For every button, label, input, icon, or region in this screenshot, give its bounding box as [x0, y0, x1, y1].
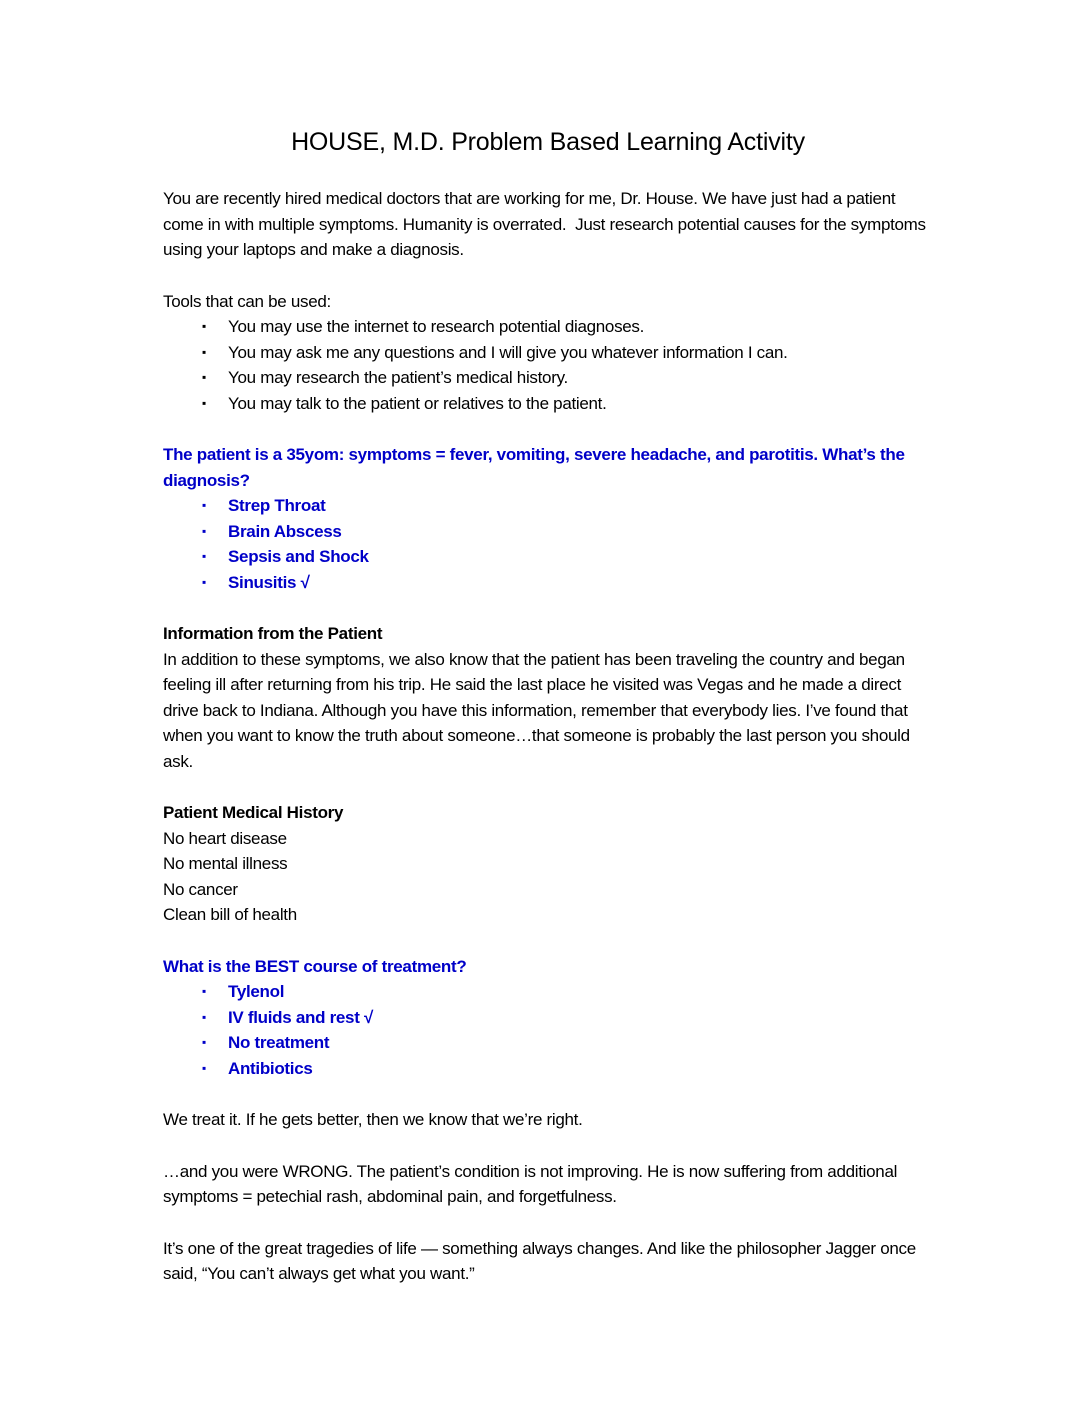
history-section — [163, 800, 933, 928]
diagnosis-question: The patient is a 35yom: symptoms = fever, vomiting, severe headache, and parotitis. What’s the diagnosis? — [163, 445, 910, 490]
list-item: ▪ You may talk to the patient or relatives to the patient. — [163, 391, 933, 417]
treatment-question: What is the BEST course of treatment? — [163, 956, 467, 976]
list-item: ▪ Sinusitis √ — [163, 570, 933, 596]
list-item: ▪ You may research the patient’s medical history. — [163, 365, 933, 391]
list-item: ▪ Sepsis and Shock — [163, 544, 933, 570]
page-title: HOUSE, M.D. Problem Based Learning Activity — [291, 128, 805, 156]
info-paragraph: In addition to these symptoms, we also know that the patient has been traveling the country and began feeling ill after returning from his trip. He said the last place he visited was Vegas and he made a direct drive back to Indiana. Although you have this information, remember that everybody lies. I’ve found that when you want to know the truth about someone…that someone is probably the last person you should ask. — [163, 649, 915, 771]
tools-heading: Tools that can be used: — [163, 291, 331, 311]
tools-list — [163, 314, 933, 416]
list-item: ▪ You may ask me any questions and I will give you whatever information I can. — [163, 340, 933, 366]
info-heading: Information from the Patient — [163, 624, 383, 643]
list-item: ▪ No treatment — [163, 1030, 933, 1056]
intro-paragraph: You are recently hired medical doctors that are working for me, Dr. House. We have just had a patient come in with multiple symptoms. Humanity is overrated. Just research potential causes for the symptoms using your laptops and make a diagnosis. — [163, 189, 931, 259]
history-heading: Patient Medical History — [163, 803, 344, 822]
list-item: ▪ You may use the internet to research potential diagnoses. — [163, 314, 933, 340]
history-item: No cancer — [163, 879, 238, 899]
history-item: Clean bill of health — [163, 905, 297, 924]
list-item: ▪ Antibiotics — [163, 1056, 933, 1082]
treatment-options-list — [163, 979, 933, 1081]
list-item: ▪ Strep Throat — [163, 493, 933, 519]
outcome-treat-paragraph: We treat it. If he gets better, then we know that we’re right. — [163, 1110, 583, 1129]
list-item: ▪ Brain Abscess — [163, 519, 933, 545]
list-item: ▪ IV fluids and rest √ — [163, 1005, 933, 1031]
diagnosis-options-list — [163, 493, 933, 595]
list-item: ▪ Tylenol — [163, 979, 933, 1005]
history-item: No mental illness — [163, 854, 288, 873]
outcome-wrong-paragraph: …and you were WRONG. The patient’s condition is not improving. He is now suffering from additional symptoms = petechial rash, abdominal pain, and forgetfulness. — [163, 1161, 902, 1206]
history-item: No heart disease — [163, 828, 287, 848]
outcome-quote-paragraph: It’s one of the great tragedies of life — something always changes. And like the philosopher Jagger once said, “You can’t always get what you want.” — [163, 1238, 921, 1283]
